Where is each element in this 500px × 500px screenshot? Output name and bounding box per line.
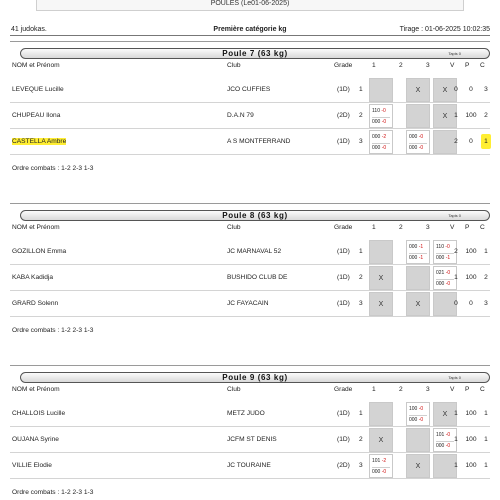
score-separator: -: [380, 458, 384, 464]
pending-mark: X: [415, 463, 421, 470]
score-top: [436, 432, 450, 438]
row-divider: [10, 316, 490, 317]
col-header-1: 1: [372, 224, 376, 231]
competitor-index: 1: [359, 248, 363, 255]
score-value: 000: [409, 255, 418, 261]
competitor-grade: (1D): [337, 300, 350, 307]
category-label: Première catégorie kg: [213, 26, 287, 33]
competitor-club: A S MONTFERRAND: [227, 138, 291, 145]
score-top: [409, 134, 423, 140]
victories-value: 2: [454, 138, 458, 145]
pending-mark: X: [415, 301, 421, 308]
score-value: 110: [372, 108, 380, 114]
score-separator: -: [417, 406, 421, 412]
row-divider: [10, 154, 490, 155]
score-top: [372, 108, 386, 114]
pool-header: [20, 372, 490, 383]
col-header-v: V: [450, 224, 455, 231]
competitor-club: JC MARNAVAL 52: [227, 248, 282, 255]
score-separator: -: [444, 270, 448, 276]
col-header-2: 2: [399, 224, 403, 231]
pool-tapis: Tapis 0: [448, 51, 461, 56]
pending-cell: [406, 78, 430, 102]
pending-cell: [369, 428, 393, 452]
competitor-name: OUJANA Syrine: [12, 436, 59, 443]
score-cell: [369, 130, 393, 154]
rank-value: 2: [484, 274, 488, 281]
col-header-3: 3: [426, 62, 430, 69]
score-value: 000: [409, 244, 418, 250]
col-header-club: Club: [227, 62, 241, 69]
col-header-3: 3: [426, 224, 430, 231]
score-penalty: 0: [383, 119, 387, 125]
pending-mark: X: [378, 437, 384, 444]
score-penalty: 0: [383, 108, 386, 114]
score-cell: [369, 104, 393, 128]
col-header-name: NOM et Prénom: [12, 386, 60, 393]
rank-value: 3: [484, 300, 488, 307]
score-penalty: 0: [420, 145, 424, 151]
self-cell: [369, 78, 393, 102]
competitor-row: [10, 401, 490, 427]
score-divider: [409, 415, 427, 416]
competitor-name: GOZILLON Emma: [12, 248, 67, 255]
score-value: 000: [372, 469, 381, 475]
pending-mark: X: [442, 411, 448, 418]
score-value: 000: [372, 134, 381, 140]
pending-mark: X: [378, 301, 384, 308]
competitor-club: D.A.N 79: [227, 112, 254, 119]
score-penalty: 1: [420, 244, 424, 250]
col-header-2: 2: [399, 62, 403, 69]
score-top: [409, 406, 423, 412]
col-header-name: NOM et Prénom: [12, 224, 60, 231]
score-value: 000: [409, 134, 418, 140]
self-cell: [369, 240, 393, 264]
score-value: 101: [372, 458, 381, 464]
rank-value: 1: [484, 138, 488, 145]
header-divider: [10, 35, 490, 36]
points-value: 100: [465, 112, 477, 119]
victories-value: 1: [454, 462, 458, 469]
col-header-club: Club: [227, 224, 241, 231]
competitor-index: 2: [359, 436, 363, 443]
row-divider: [10, 478, 490, 479]
competitor-grade: (1D): [337, 86, 350, 93]
competitor-club: JCFM ST DENIS: [227, 436, 277, 443]
score-separator: -: [379, 108, 384, 114]
competitor-club: JC FAYACAIN: [227, 300, 269, 307]
score-separator: -: [417, 417, 421, 423]
self-cell: [406, 104, 430, 128]
score-cell: [406, 130, 430, 154]
pool-divider: [10, 41, 490, 42]
score-cell: [369, 454, 393, 478]
competitor-grade: (1D): [337, 138, 350, 145]
competitor-grade: (1D): [337, 410, 350, 417]
score-separator: -: [417, 145, 421, 151]
competitor-grade: (2D): [337, 462, 350, 469]
col-header-1: 1: [372, 62, 376, 69]
self-cell: [406, 266, 430, 290]
pending-mark: X: [442, 113, 448, 120]
score-penalty: 0: [447, 443, 451, 449]
score-penalty: 0: [420, 134, 424, 140]
score-penalty: 0: [447, 244, 450, 250]
score-top: [436, 244, 450, 250]
pending-cell: [369, 292, 393, 316]
pool-tapis: Tapis 0: [448, 375, 461, 380]
competitor-name: LEVEQUE Lucille: [12, 86, 64, 93]
victories-value: 0: [454, 86, 458, 93]
score-penalty: 1: [447, 255, 451, 261]
col-header-1: 1: [372, 386, 376, 393]
self-cell: [369, 402, 393, 426]
pool-title: Poule 7 (63 kg): [222, 49, 288, 58]
page-title: POULES (Le01-06-2025): [210, 0, 290, 7]
victories-value: 1: [454, 112, 458, 119]
victories-value: 1: [454, 436, 458, 443]
pending-cell: [369, 266, 393, 290]
col-header-p: P: [465, 386, 470, 393]
rank-value: 3: [484, 86, 488, 93]
score-separator: -: [380, 469, 384, 475]
score-penalty: 0: [383, 469, 387, 475]
competitor-grade: (1D): [337, 248, 350, 255]
score-value: 110: [436, 244, 444, 250]
score-value: 000: [436, 255, 445, 261]
score-value: 021: [436, 270, 445, 276]
fight-order: Ordre combats : 1-2 2-3 1-3: [12, 165, 94, 172]
score-value: 000: [409, 145, 418, 151]
points-value: 100: [465, 274, 477, 281]
draw-timestamp: Tirage : 01-06-2025 10:02:35: [399, 26, 490, 33]
pool-divider: [10, 203, 490, 204]
rank-value: 1: [484, 462, 488, 469]
col-header-club: Club: [227, 386, 241, 393]
self-cell: [406, 428, 430, 452]
victories-value: 1: [454, 410, 458, 417]
score-value: 000: [409, 417, 418, 423]
score-penalty: 0: [383, 145, 387, 151]
pending-cell: [406, 454, 430, 478]
score-penalty: 0: [447, 281, 451, 287]
score-cell: [406, 402, 430, 426]
score-penalty: 1: [420, 255, 424, 261]
col-header-c: C: [480, 386, 485, 393]
pool-header: [20, 210, 490, 221]
score-divider: [372, 467, 390, 468]
score-separator: -: [380, 134, 384, 140]
score-bottom: [372, 119, 386, 125]
pending-mark: X: [442, 87, 448, 94]
competitor-row: [10, 103, 490, 129]
competitor-index: 1: [359, 410, 363, 417]
score-penalty: 2: [383, 458, 387, 464]
competitor-index: 3: [359, 138, 363, 145]
score-value: 101: [436, 432, 445, 438]
score-bottom: [409, 145, 423, 151]
competitor-row: [10, 427, 490, 453]
competitor-club: BUSHIDO CLUB DE: [227, 274, 288, 281]
competitor-row: [10, 129, 490, 155]
pool-header: [20, 48, 490, 59]
pool-title: Poule 8 (63 kg): [222, 211, 288, 220]
judoka-count: 41 judokas.: [11, 26, 47, 33]
score-value: 000: [436, 281, 445, 287]
fight-order: Ordre combats : 1-2 2-3 1-3: [12, 327, 94, 334]
score-separator: -: [380, 145, 384, 151]
score-penalty: 0: [420, 417, 424, 423]
competitor-row: [10, 291, 490, 317]
score-divider: [409, 253, 427, 254]
score-divider: [409, 143, 427, 144]
fight-order: Ordre combats : 1-2 2-3 1-3: [12, 489, 94, 496]
rank-value: 1: [484, 410, 488, 417]
score-separator: -: [380, 119, 384, 125]
points-value: 0: [469, 300, 473, 307]
points-value: 0: [469, 86, 473, 93]
rank-value: 1: [484, 248, 488, 255]
score-separator: -: [417, 255, 421, 261]
victories-value: 2: [454, 248, 458, 255]
competitor-index: 3: [359, 300, 363, 307]
rank-value: 1: [484, 436, 488, 443]
points-value: 100: [465, 436, 477, 443]
score-separator: -: [444, 432, 448, 438]
score-value: 000: [372, 145, 381, 151]
pending-mark: X: [415, 87, 421, 94]
competitor-grade: (1D): [337, 274, 350, 281]
score-top: [409, 244, 423, 250]
pool-divider: [10, 365, 490, 366]
col-header-c: C: [480, 62, 485, 69]
score-divider: [372, 143, 390, 144]
score-bottom: [409, 417, 423, 423]
points-value: 0: [469, 138, 473, 145]
col-header-2: 2: [399, 386, 403, 393]
score-bottom: [372, 145, 386, 151]
col-header-v: V: [450, 62, 455, 69]
score-penalty: 0: [420, 406, 424, 412]
score-separator: -: [417, 244, 421, 250]
competitor-name: GRARD Solenn: [12, 300, 59, 307]
points-value: 100: [465, 410, 477, 417]
col-header-3: 3: [426, 386, 430, 393]
competitor-club: JC TOURAINE: [227, 462, 271, 469]
score-top: [436, 270, 450, 276]
competitor-index: 1: [359, 86, 363, 93]
pending-mark: X: [378, 275, 384, 282]
pool-title: Poule 9 (63 kg): [222, 373, 288, 382]
competitor-name: CHUPEAU Ilona: [12, 112, 61, 119]
competitor-index: 2: [359, 274, 363, 281]
score-bottom: [436, 281, 450, 287]
col-header-c: C: [480, 224, 485, 231]
score-separator: -: [444, 443, 448, 449]
score-separator: -: [417, 134, 421, 140]
victories-value: 1: [454, 274, 458, 281]
score-penalty: 2: [383, 134, 387, 140]
competitor-name: CASTELLA Ambre: [12, 138, 67, 145]
score-bottom: [436, 443, 450, 449]
competitor-name: KABA Kadidja: [12, 274, 54, 281]
victories-value: 0: [454, 300, 458, 307]
col-header-p: P: [465, 224, 470, 231]
score-value: 000: [436, 443, 445, 449]
points-value: 100: [465, 462, 477, 469]
competitor-row: [10, 265, 490, 291]
points-value: 100: [465, 248, 477, 255]
score-value: 100: [409, 406, 418, 412]
score-top: [372, 134, 386, 140]
competitor-row: [10, 239, 490, 265]
score-bottom: [372, 469, 386, 475]
competitor-name: CHALLOIS Lucille: [12, 410, 66, 417]
competitor-index: 3: [359, 462, 363, 469]
score-separator: -: [444, 281, 448, 287]
col-header-p: P: [465, 62, 470, 69]
col-header-grade: Grade: [334, 224, 353, 231]
pool-tapis: Tapis 0: [448, 213, 461, 218]
score-bottom: [409, 255, 423, 261]
competitor-row: [10, 77, 490, 103]
score-separator: -: [444, 255, 448, 261]
competitor-grade: (1D): [337, 436, 350, 443]
score-top: [372, 458, 386, 464]
col-header-grade: Grade: [334, 386, 353, 393]
pending-cell: [406, 292, 430, 316]
score-divider: [372, 117, 390, 118]
competitor-index: 2: [359, 112, 363, 119]
score-penalty: 0: [447, 270, 451, 276]
score-cell: [406, 240, 430, 264]
competitor-club: JCO CUFFIES: [227, 86, 271, 93]
score-penalty: 0: [447, 432, 451, 438]
competitor-name: VILLIE Elodie: [12, 462, 52, 469]
col-header-v: V: [450, 386, 455, 393]
col-header-grade: Grade: [334, 62, 353, 69]
competitor-row: [10, 453, 490, 479]
score-value: 000: [372, 119, 381, 125]
col-header-name: NOM et Prénom: [12, 62, 60, 69]
competitor-grade: (2D): [337, 112, 350, 119]
score-separator: -: [443, 244, 448, 250]
score-bottom: [436, 255, 450, 261]
competitor-club: METZ JUDO: [227, 410, 265, 417]
rank-value: 2: [484, 112, 488, 119]
